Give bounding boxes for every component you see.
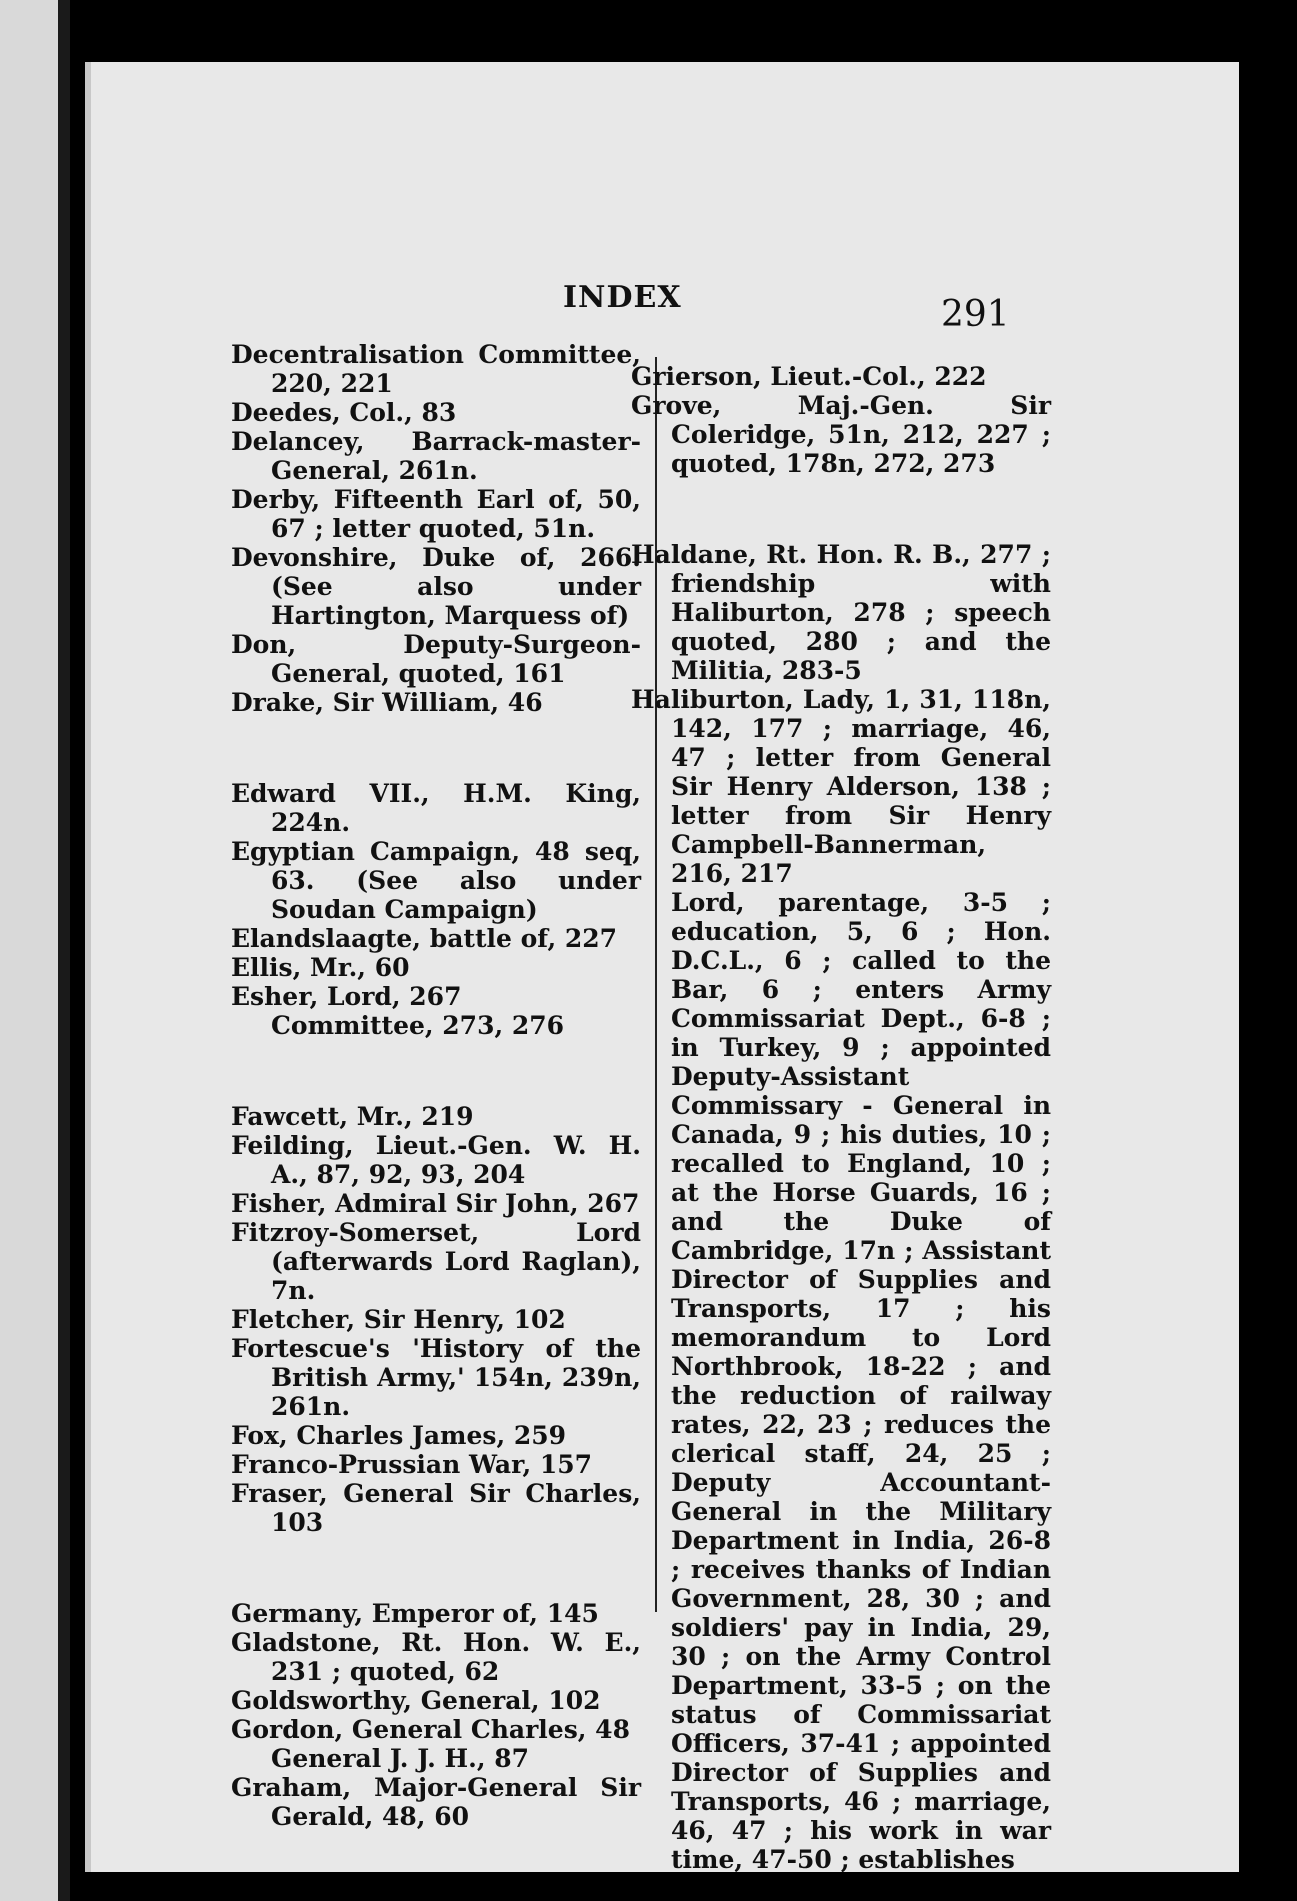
index-entry: Edward VII., H.M. King, 224n. [231, 779, 641, 837]
index-entry: Devonshire, Duke of, 266. (See also under Hartington, Marquess of) [231, 543, 641, 630]
index-column-left [231, 340, 641, 1831]
index-entry: Germany, Emperor of, 145 [231, 1599, 599, 1628]
running-head: INDEX [563, 280, 682, 315]
index-subentry: Lord, parentage, 3-5 ; education, 5, 6 ; Hon. D.C.L., 6 ; called to the Bar, 6 ; enters Army Commissariat Dept., 6-8 ; in Turkey, 9 ; appointed Deputy-Assistant Commissary - General in Canada, 9 ; his duties, 10 ; recalled to England, 10 ; at the Horse Guards, 16 ; and the Duke of Cambridge, 17n ; Assistant Director of Supplies and Transports, 17 ; his memorandum to Lord Northbrook, 18-22 ; and the reduction of railway rates, 22, 23 ; reduces the clerical staff, 24, 25 ; Deputy Accountant-General in the Military Department in India, 26-8 ; receives thanks of Indian Government, 28, 30 ; and soldiers' pay in India, 29, 30 ; on the Army Control Department, 33-5 ; on the status of Commissariat Officers, 37-41 ; appointed Director of Supplies and Transports, 46 ; marriage, 46, 47 ; his work in war time, 47-50 ; establishes [671, 888, 1051, 1874]
letter-section-gap [231, 1537, 641, 1599]
index-entry: Derby, Fifteenth Earl of, 50, 67 ; letter quoted, 51n. [231, 485, 641, 543]
index-entry: Goldsworthy, General, 102 [231, 1686, 601, 1715]
index-entry: Ellis, Mr., 60 [231, 953, 410, 982]
letter-section-gap [231, 1040, 641, 1102]
index-entry: Gladstone, Rt. Hon. W. E., 231 ; quoted, 62 [231, 1628, 641, 1686]
index-entry: Grove, Maj.-Gen. Sir Coleridge, 51n, 212, 227 ; quoted, 178n, 272, 273 [631, 391, 1051, 478]
index-entry: Haldane, Rt. Hon. R. B., 277 ; friendship with Haliburton, 278 ; speech quoted, 280 ; and the Militia, 283-5 [631, 540, 1051, 685]
index-entry: Fitzroy-Somerset, Lord (afterwards Lord Raglan), 7n. [231, 1218, 641, 1305]
letter-section-gap [231, 717, 641, 779]
index-entry: Fisher, Admiral Sir John, 267 [231, 1189, 640, 1218]
index-entry: Fawcett, Mr., 219 [231, 1102, 474, 1131]
index-entry: Drake, Sir William, 46 [231, 688, 543, 717]
index-column-right [631, 362, 1051, 1874]
index-entry: Feilding, Lieut.-Gen. W. H. A., 87, 92, 93, 204 [231, 1131, 641, 1189]
index-entry: Fraser, General Sir Charles, 103 [231, 1479, 641, 1537]
page-number: 291 [941, 294, 1010, 335]
index-entry: Elandslaagte, battle of, 227 [231, 924, 618, 953]
index-entry: Deedes, Col., 83 [231, 398, 457, 427]
index-entry: Esher, Lord, 267 [231, 982, 462, 1011]
index-subentry: General J. J. H., 87 [271, 1744, 530, 1773]
index-entry: Graham, Major-General Sir Gerald, 48, 60 [231, 1773, 641, 1831]
index-entry: Fortescue's 'History of the British Army,' 154n, 239n, 261n. [231, 1334, 641, 1421]
index-entry: Delancey, Barrack-master-General, 261n. [231, 427, 641, 485]
index-entry: Gordon, General Charles, 48 [231, 1715, 630, 1744]
book-page [85, 62, 1239, 1872]
adjacent-page-edge [0, 0, 70, 1901]
index-entry: Don, Deputy-Surgeon-General, quoted, 161 [231, 630, 641, 688]
index-entry: Fox, Charles James, 259 [231, 1421, 567, 1450]
index-subentry: Committee, 273, 276 [271, 1011, 565, 1040]
index-entry: Egyptian Campaign, 48 seq, 63. (See also under Soudan Campaign) [231, 837, 641, 924]
letter-section-gap [631, 478, 1051, 540]
index-entry: Haliburton, Lady, 1, 31, 118n, 142, 177 ; marriage, 46, 47 ; letter from General Sir Henry Alderson, 138 ; letter from Sir Henry Campbell-Bannerman, 216, 217 [631, 685, 1051, 888]
index-entry: Fletcher, Sir Henry, 102 [231, 1305, 566, 1334]
index-entry: Grierson, Lieut.-Col., 222 [631, 362, 987, 391]
index-entry: Decentralisation Committee, 220, 221 [231, 340, 641, 398]
index-entry: Franco-Prussian War, 157 [231, 1450, 593, 1479]
